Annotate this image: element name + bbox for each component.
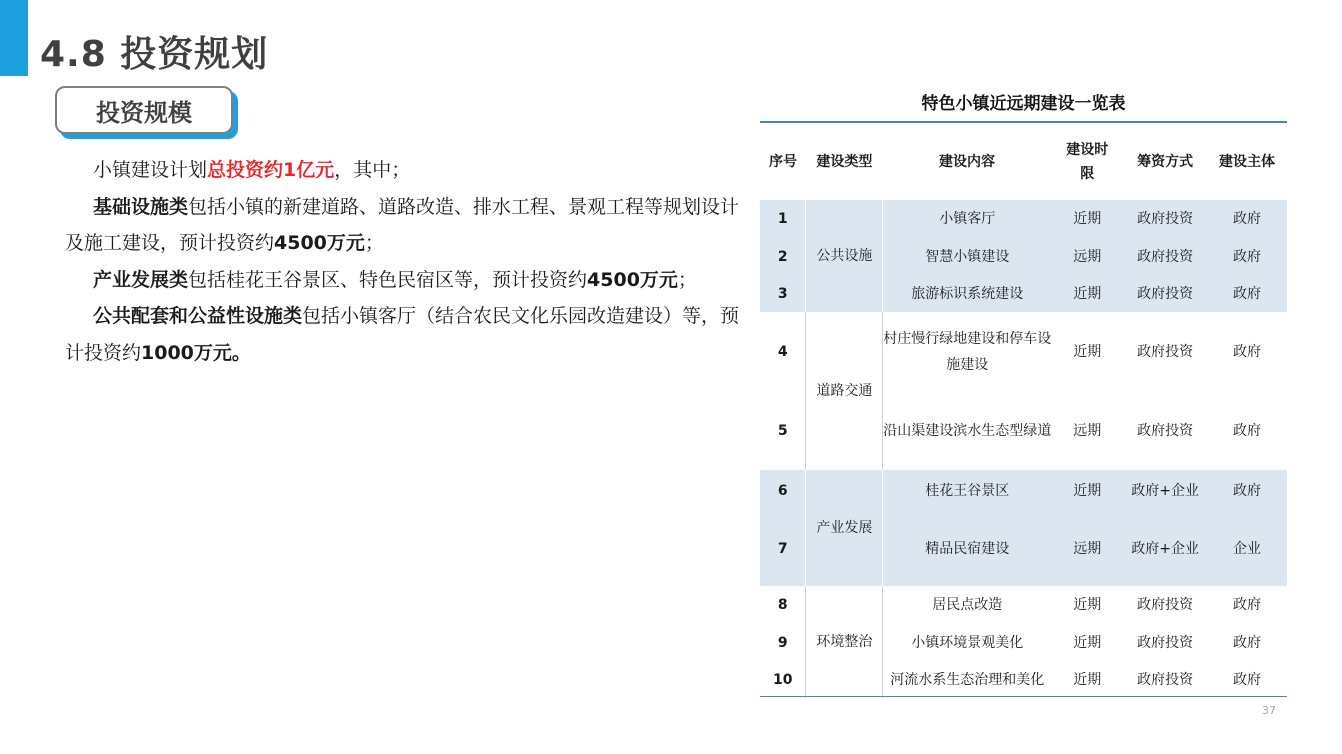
total-investment-highlight: 总投资约1亿元 [207,159,335,181]
paragraph-public-facilities: 公共配套和公益性设施类包括小镇客厅（结合农民文化乐园改造建设）等，预计投资约1000万元。 [65,305,740,364]
type-cell: 产业发展 [806,470,883,586]
table-row: 5 沿山渠建设滨水生态型绿道 远期 政府投资 政府 [777,422,1262,439]
paragraph-total: 小镇建设计划总投资约1亿元，其中； [93,159,411,181]
type-cell: 公共设施 [806,200,883,312]
type-cell: 环境整治 [806,586,883,698]
header-owner: 建设主体 [1219,153,1276,170]
title-accent-bar [0,0,28,76]
table-row: 4 道路交通 村庄慢行绿地建设和停车设施建设 近期 政府投资 政府 [760,312,1287,391]
construction-plan-table [760,123,1287,698]
table-header-row [760,123,1287,200]
table-row: 6 产业发展 桂花王谷景区 近期 政府+企业 政府 [760,470,1287,512]
table-row: 7 精品民宿建设 远期 政府+企业 企业 [760,512,1287,586]
header-period: 建设时限 [1066,141,1109,182]
type-cell: 道路交通 [806,312,883,470]
table-bottom-rule [760,696,1287,697]
table-title: 特色小镇近远期建设一览表 [921,94,1126,114]
header-number: 序号 [768,153,797,170]
header-content: 建设内容 [939,153,996,170]
header-funding: 筹资方式 [1137,153,1194,170]
paragraph-infrastructure: 基础设施类包括小镇的新建道路、道路改造、排水工程、景观工程等规划设计及施工建设，预计投资约4500万元； [65,195,740,254]
table-row: 2 智慧小镇建设 远期 政府投资 政府 [760,238,1287,275]
table-row: 1 公共设施 小镇客厅 近期 政府投资 政府 [760,200,1287,238]
investment-description [65,152,755,371]
section-subtitle: 投资规模 [55,86,233,134]
table-row: 3 旅游标识系统建设 近期 政府投资 政府 [760,275,1287,312]
table-row: 8 环境整治 居民点改造 近期 政府投资 政府 [760,586,1287,624]
paragraph-industry: 产业发展类包括桂花王谷景区、特色民宿区等，预计投资约4500万元； [93,268,697,291]
table-row: 9 小镇环境景观美化 近期 政府投资 政府 [777,634,1262,651]
header-type: 建设类型 [816,153,873,170]
table-row: 10 河流水系生态治理和美化 近期 政府投资 政府 [772,671,1262,688]
page-title: 4.8 投资规划 [40,34,269,75]
page-number: 37 [1262,704,1276,717]
